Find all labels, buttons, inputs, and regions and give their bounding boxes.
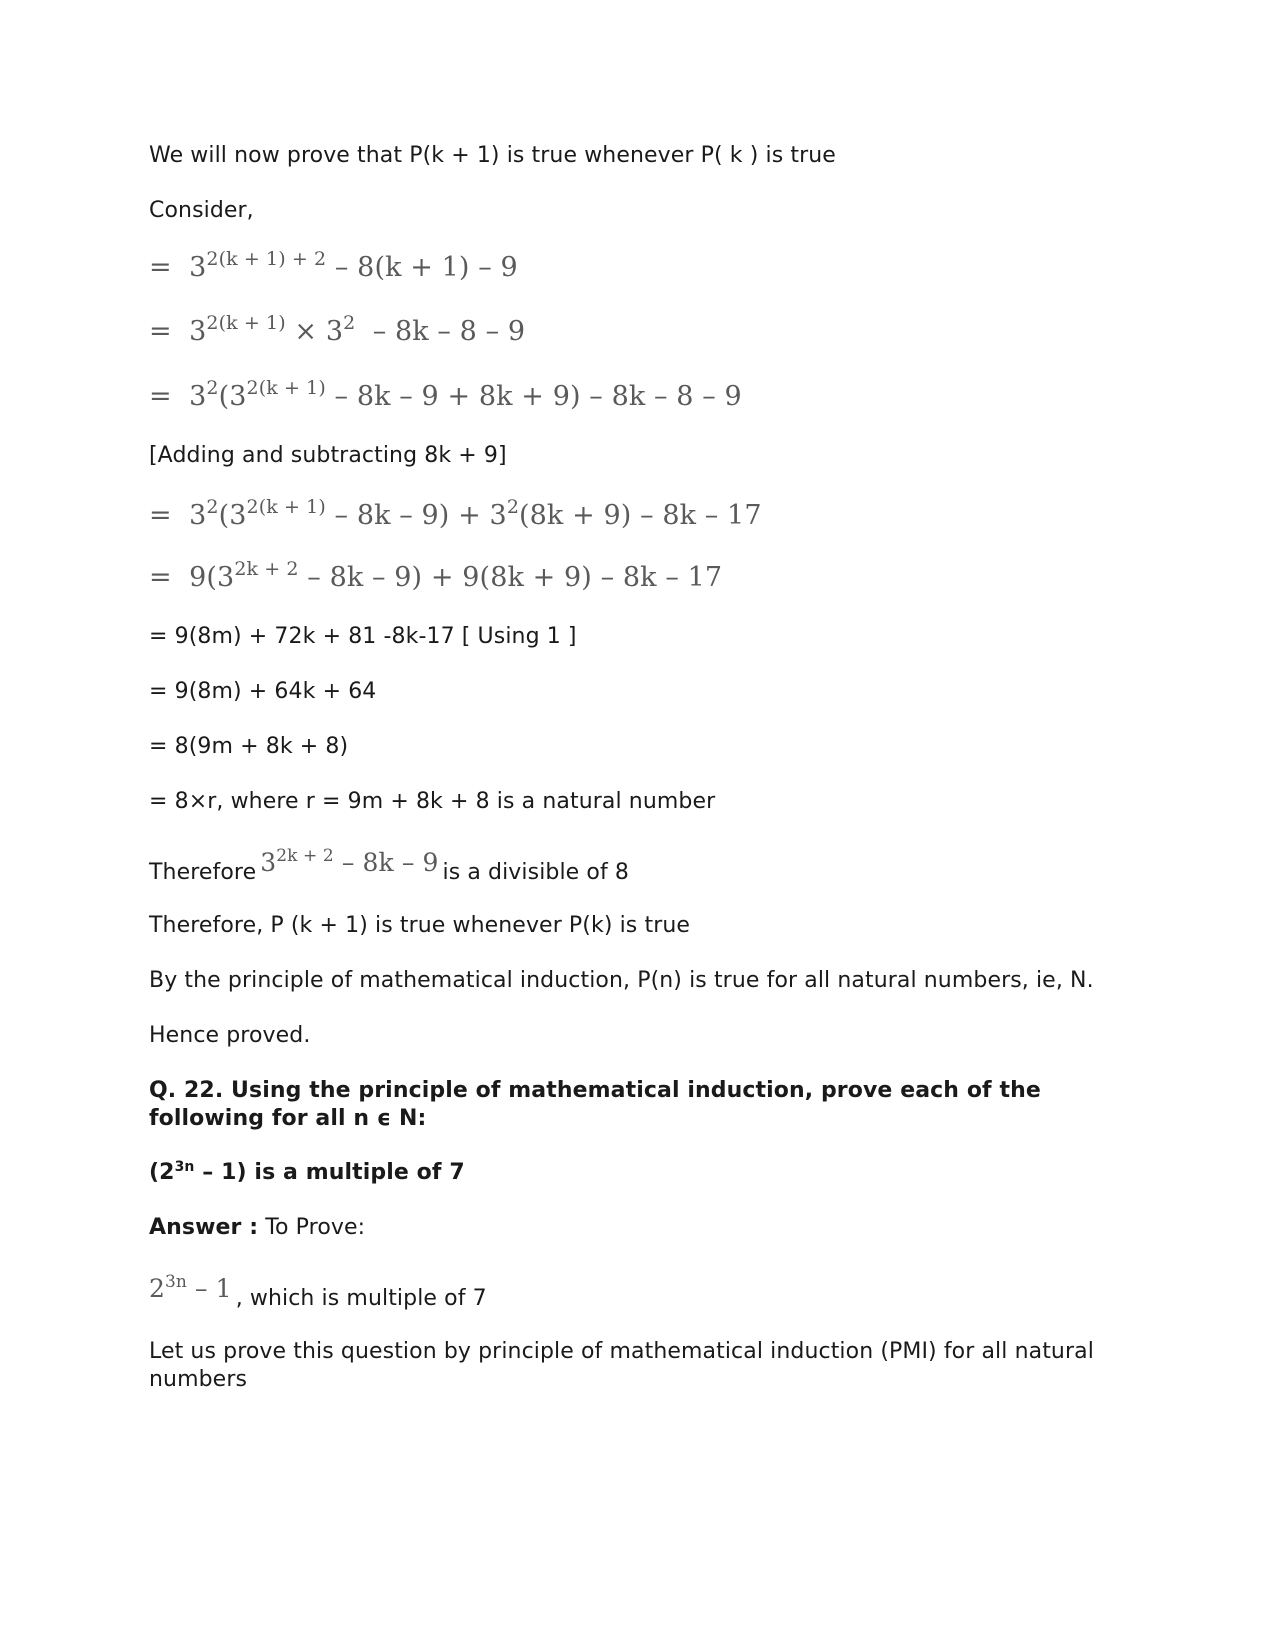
text-line-adding-subtracting: [Adding and subtracting 8k + 9] bbox=[149, 443, 507, 468]
question-statement: $(2^{3n} - 1)$ is a multiple of 7 bbox=[149, 1159, 465, 1185]
text-line-natural-number: = 8×r, where r = 9m + 8k + 8 is a natural number bbox=[149, 789, 716, 814]
answer-text: To Prove: bbox=[258, 1215, 366, 1240]
text-line-principle: By the principle of mathematical induction, P(n) is true for all natural numbers, ie, N. bbox=[149, 968, 1094, 993]
text-line-hence-proved: Hence proved. bbox=[149, 1023, 311, 1048]
answer-line bbox=[149, 1214, 365, 1242]
equation-1: = $3^{2(k + 1) + 2} - 8(k + 1) - 9$ bbox=[149, 248, 518, 283]
equation-3: = $3^2(3^{2(k + 1)} - 8k - 9 + 8k + 9) - 8k - 8 - 9$ bbox=[149, 377, 742, 412]
therefore-suffix: is a divisible of 8 bbox=[442, 860, 630, 885]
text-line-divisible bbox=[149, 846, 630, 887]
answer-label: Answer : bbox=[149, 1215, 259, 1240]
text-line-multiple-of-7 bbox=[149, 1272, 487, 1313]
text-line-consider: Consider, bbox=[149, 198, 254, 223]
therefore-prefix: Therefore bbox=[149, 860, 257, 885]
inline-equation-divisible: $3^{2k + 2} - 8k - 9$ bbox=[260, 846, 439, 877]
text-line-factor-8: = 8(9m + 8k + 8) bbox=[149, 734, 349, 759]
equation-5: = $9(3^{2k + 2} - 8k - 9) + 9(8k + 9) - 8k - 17$ bbox=[149, 558, 723, 593]
text-line-prove-pk1: We will now prove that P(k + 1) is true whenever P( k ) is true bbox=[149, 143, 836, 168]
multiple-suffix: , which is multiple of 7 bbox=[235, 1286, 487, 1311]
equation-4: = $3^2(3^{2(k + 1)} - 8k - 9) + 3^2(8k + 9) - 8k - 17$ bbox=[149, 496, 762, 531]
equation-2: = $3^{2(k + 1)} \times 3^2 - 8k - 8 - 9$ bbox=[149, 312, 526, 347]
text-line-64k: = 9(8m) + 64k + 64 bbox=[149, 679, 377, 704]
question-22-heading: Q. 22. Using the principle of mathematical induction, prove each of the following for all n ϵ N: bbox=[149, 1078, 1041, 1131]
text-line-pmi-intro: Let us prove this question by principle of mathematical induction (PMI) for all natural numbers bbox=[149, 1339, 1094, 1392]
inline-equation-2-3n: $2^{3n} - 1$ bbox=[149, 1272, 232, 1303]
text-line-using-1: = 9(8m) + 72k + 81 -8k-17 [ Using 1 ] bbox=[149, 624, 577, 649]
text-line-pk1-true: Therefore, P (k + 1) is true whenever P(k) is true bbox=[149, 913, 691, 938]
